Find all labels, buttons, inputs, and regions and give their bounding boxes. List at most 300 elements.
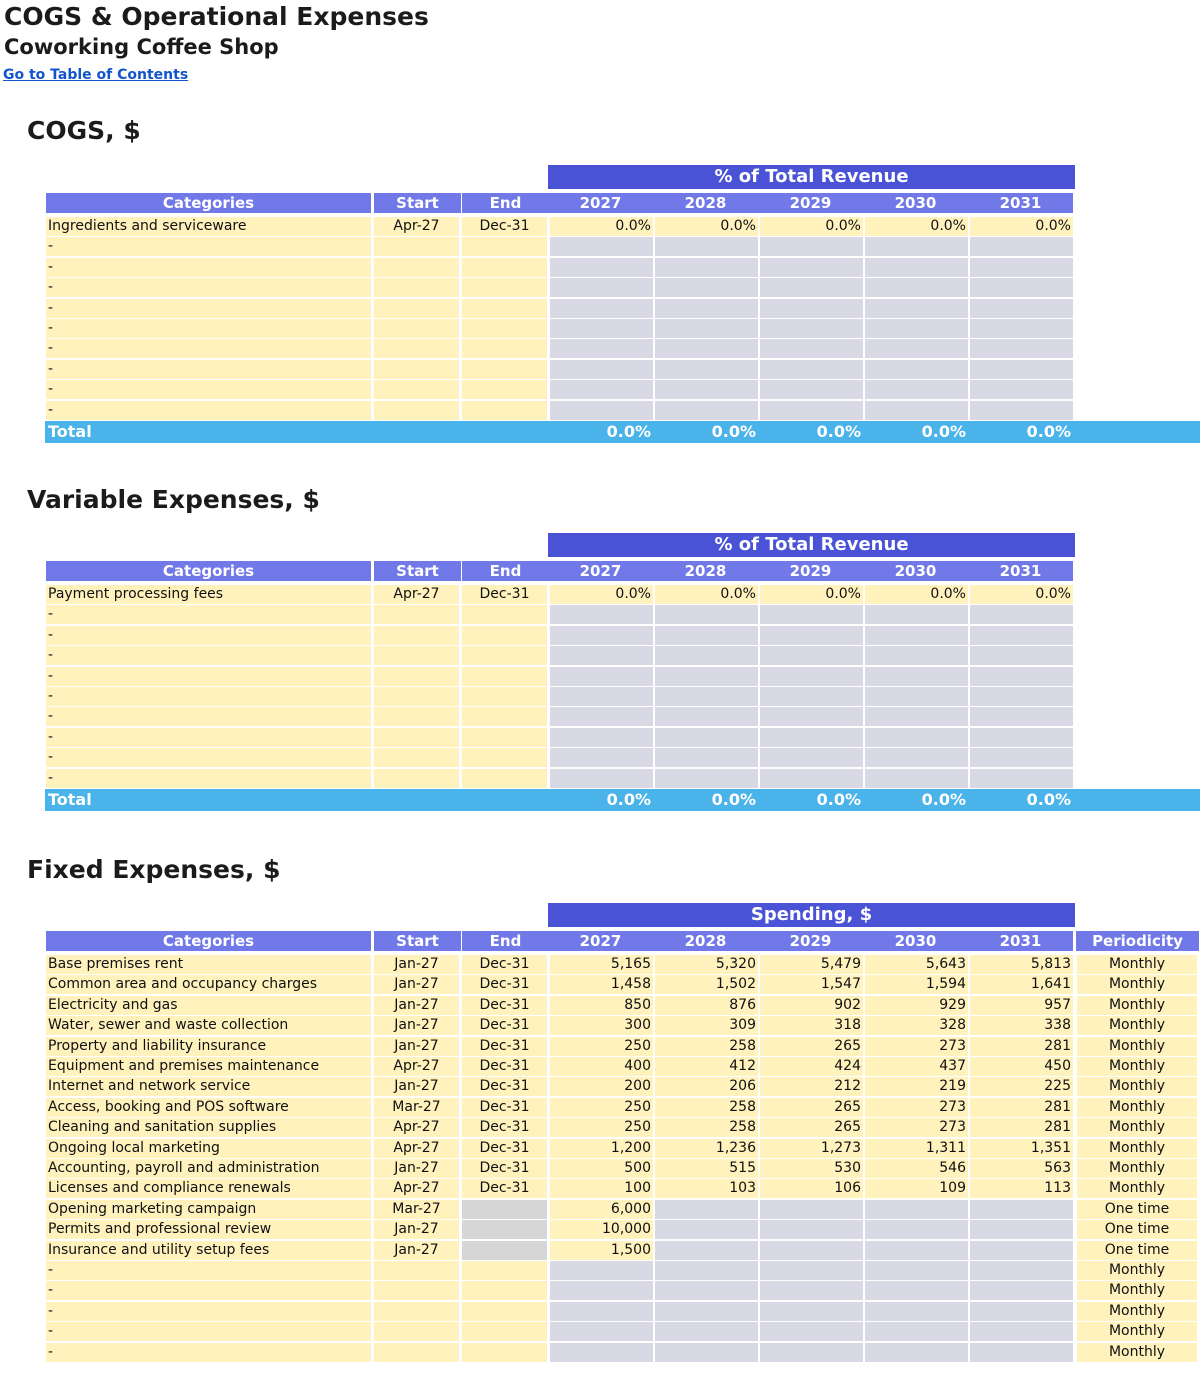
row-category: Cleaning and sanitation supplies <box>46 1118 371 1137</box>
row-value: 1,500 <box>550 1241 653 1260</box>
row-end-empty <box>462 1241 547 1260</box>
row-value: 876 <box>655 996 758 1015</box>
empty-row-value <box>865 707 968 726</box>
empty-row-value <box>760 380 863 399</box>
row-value: 5,479 <box>760 955 863 974</box>
empty-row-value <box>865 687 968 706</box>
column-header-year: 2027 <box>548 193 653 213</box>
empty-row-value <box>655 626 758 645</box>
row-value: 0.0% <box>655 217 758 236</box>
row-start: Apr-27 <box>374 1139 459 1158</box>
empty-row-value <box>970 237 1073 256</box>
empty-row-value <box>760 605 863 624</box>
empty-row-category: - <box>46 687 371 706</box>
empty-row-value <box>970 646 1073 665</box>
empty-row-end <box>462 380 547 399</box>
empty-row-value <box>970 1281 1073 1300</box>
row-value: 258 <box>655 1037 758 1056</box>
row-end: Dec-31 <box>462 975 547 994</box>
empty-row-start <box>374 687 459 706</box>
row-value: 450 <box>970 1057 1073 1076</box>
empty-row-value <box>760 1281 863 1300</box>
empty-row-value <box>865 360 968 379</box>
row-end: Dec-31 <box>462 996 547 1015</box>
column-header-categories: Categories <box>46 193 371 213</box>
row-value: 1,594 <box>865 975 968 994</box>
row-periodicity: Monthly <box>1077 1118 1197 1137</box>
empty-row-value <box>865 339 968 358</box>
row-end: Dec-31 <box>462 1118 547 1137</box>
row-start: Apr-27 <box>374 585 459 604</box>
empty-row-start <box>374 380 459 399</box>
row-periodicity: Monthly <box>1077 1077 1197 1096</box>
row-value: 0.0% <box>550 585 653 604</box>
empty-row-value <box>550 707 653 726</box>
row-value: 0.0% <box>550 217 653 236</box>
row-periodicity: Monthly <box>1077 1037 1197 1056</box>
row-category: Ongoing local marketing <box>46 1139 371 1158</box>
empty-row-value <box>655 748 758 767</box>
row-value: 206 <box>655 1077 758 1096</box>
empty-row-value <box>970 299 1073 318</box>
column-header-end: End <box>462 193 549 213</box>
empty-row-value <box>970 687 1073 706</box>
row-start: Jan-27 <box>374 955 459 974</box>
row-value: 424 <box>760 1057 863 1076</box>
row-start: Jan-27 <box>374 996 459 1015</box>
empty-row-start <box>374 667 459 686</box>
variable-section-title: Variable Expenses, $ <box>27 485 320 514</box>
empty-row-start <box>374 707 459 726</box>
row-value: 1,502 <box>655 975 758 994</box>
empty-row-value <box>655 728 758 747</box>
empty-row-category: - <box>46 748 371 767</box>
empty-row-value <box>970 707 1073 726</box>
empty-row-start <box>374 1261 459 1280</box>
empty-row-value <box>655 605 758 624</box>
row-value: 318 <box>760 1016 863 1035</box>
empty-row-start <box>374 360 459 379</box>
row-value: 109 <box>865 1179 968 1198</box>
empty-row-value <box>760 339 863 358</box>
empty-row-periodicity: Monthly <box>1077 1281 1197 1300</box>
row-start: Apr-27 <box>374 1057 459 1076</box>
row-value: 5,643 <box>865 955 968 974</box>
row-value: 850 <box>550 996 653 1015</box>
row-value: 1,351 <box>970 1139 1073 1158</box>
empty-row-end <box>462 1322 547 1341</box>
row-value: 281 <box>970 1098 1073 1117</box>
row-value: 250 <box>550 1037 653 1056</box>
column-header-year: 2028 <box>653 931 758 951</box>
empty-row-value <box>970 1343 1073 1362</box>
row-value: 1,200 <box>550 1139 653 1158</box>
row-value-empty <box>970 1220 1073 1239</box>
empty-row-category: - <box>46 1302 371 1321</box>
empty-row-category: - <box>46 1281 371 1300</box>
empty-row-start <box>374 605 459 624</box>
row-value-empty <box>865 1241 968 1260</box>
row-category: Property and liability insurance <box>46 1037 371 1056</box>
empty-row-value <box>760 646 863 665</box>
empty-row-end <box>462 299 547 318</box>
row-value: 106 <box>760 1179 863 1198</box>
row-value: 1,273 <box>760 1139 863 1158</box>
empty-row-value <box>655 667 758 686</box>
row-category: Permits and professional review <box>46 1220 371 1239</box>
row-value: 100 <box>550 1179 653 1198</box>
empty-row-value <box>550 748 653 767</box>
empty-row-category: - <box>46 360 371 379</box>
total-value: 0.0% <box>606 790 651 809</box>
empty-row-end <box>462 237 547 256</box>
row-category: Insurance and utility setup fees <box>46 1241 371 1260</box>
row-value: 103 <box>655 1179 758 1198</box>
empty-row-value <box>655 687 758 706</box>
empty-row-value <box>760 360 863 379</box>
empty-row-value <box>655 401 758 420</box>
empty-row-value <box>970 626 1073 645</box>
row-value-empty <box>760 1241 863 1260</box>
row-start: Jan-27 <box>374 975 459 994</box>
empty-row-value <box>655 237 758 256</box>
row-value: 546 <box>865 1159 968 1178</box>
empty-row-value <box>760 728 863 747</box>
row-value: 328 <box>865 1016 968 1035</box>
column-header-year: 2029 <box>758 561 863 581</box>
total-label: Total <box>48 422 92 441</box>
row-value-empty <box>655 1200 758 1219</box>
empty-row-value <box>970 319 1073 338</box>
row-category: Electricity and gas <box>46 996 371 1015</box>
empty-row-value <box>550 626 653 645</box>
column-header-end: End <box>462 931 549 951</box>
empty-row-value <box>655 339 758 358</box>
empty-row-value <box>655 1261 758 1280</box>
total-value: 0.0% <box>606 422 651 441</box>
row-periodicity: Monthly <box>1077 955 1197 974</box>
row-value: 0.0% <box>865 217 968 236</box>
empty-row-end <box>462 258 547 277</box>
empty-row-value <box>760 626 863 645</box>
empty-row-start <box>374 339 459 358</box>
empty-row-value <box>865 1322 968 1341</box>
column-header-year: 2031 <box>968 561 1073 581</box>
empty-row-value <box>760 258 863 277</box>
total-label: Total <box>48 790 92 809</box>
row-start: Jan-27 <box>374 1220 459 1239</box>
row-category: Payment processing fees <box>46 585 371 604</box>
row-value: 281 <box>970 1118 1073 1137</box>
row-value: 250 <box>550 1118 653 1137</box>
row-value: 300 <box>550 1016 653 1035</box>
column-header-year: 2031 <box>968 931 1073 951</box>
empty-row-value <box>760 1343 863 1362</box>
row-value: 412 <box>655 1057 758 1076</box>
empty-row-periodicity: Monthly <box>1077 1261 1197 1280</box>
row-end: Dec-31 <box>462 1139 547 1158</box>
row-value: 5,320 <box>655 955 758 974</box>
row-value: 929 <box>865 996 968 1015</box>
row-value: 437 <box>865 1057 968 1076</box>
row-start: Apr-27 <box>374 1118 459 1137</box>
empty-row-value <box>970 667 1073 686</box>
empty-row-value <box>655 1322 758 1341</box>
empty-row-category: - <box>46 728 371 747</box>
empty-row-end <box>462 646 547 665</box>
row-end-empty <box>462 1220 547 1239</box>
row-category: Common area and occupancy charges <box>46 975 371 994</box>
empty-row-end <box>462 1261 547 1280</box>
column-header-year: 2030 <box>863 561 968 581</box>
row-end: Dec-31 <box>462 1098 547 1117</box>
row-value: 1,547 <box>760 975 863 994</box>
row-value: 0.0% <box>865 585 968 604</box>
row-value: 0.0% <box>655 585 758 604</box>
empty-row-end <box>462 748 547 767</box>
row-value-empty <box>760 1200 863 1219</box>
row-value: 219 <box>865 1077 968 1096</box>
fixed-section-title: Fixed Expenses, $ <box>27 855 281 884</box>
row-periodicity: One time <box>1077 1200 1197 1219</box>
row-periodicity: One time <box>1077 1241 1197 1260</box>
empty-row-category: - <box>46 258 371 277</box>
empty-row-value <box>970 380 1073 399</box>
row-value: 902 <box>760 996 863 1015</box>
empty-row-start <box>374 258 459 277</box>
empty-row-value <box>655 299 758 318</box>
empty-row-category: - <box>46 380 371 399</box>
column-header-year: 2028 <box>653 193 758 213</box>
empty-row-value <box>865 646 968 665</box>
row-value-empty <box>970 1241 1073 1260</box>
row-value: 0.0% <box>760 217 863 236</box>
row-category: Opening marketing campaign <box>46 1200 371 1219</box>
empty-row-value <box>550 319 653 338</box>
table-of-contents-link[interactable]: Go to Table of Contents <box>3 67 189 83</box>
row-category: Access, booking and POS software <box>46 1098 371 1117</box>
row-category: Accounting, payroll and administration <box>46 1159 371 1178</box>
total-value: 0.0% <box>1026 422 1071 441</box>
empty-row-start <box>374 646 459 665</box>
empty-row-start <box>374 1302 459 1321</box>
empty-row-start <box>374 237 459 256</box>
empty-row-end <box>462 339 547 358</box>
empty-row-category: - <box>46 626 371 645</box>
column-header-start: Start <box>374 931 461 951</box>
empty-row-value <box>760 687 863 706</box>
row-category: Ingredients and serviceware <box>46 217 371 236</box>
row-end: Dec-31 <box>462 1016 547 1035</box>
empty-row-end <box>462 626 547 645</box>
empty-row-periodicity: Monthly <box>1077 1343 1197 1362</box>
row-value: 250 <box>550 1098 653 1117</box>
row-start: Jan-27 <box>374 1037 459 1056</box>
row-value: 265 <box>760 1118 863 1137</box>
cogs-band-header: % of Total Revenue <box>548 165 1075 189</box>
row-value: 0.0% <box>970 585 1073 604</box>
empty-row-value <box>970 258 1073 277</box>
empty-row-value <box>655 769 758 788</box>
row-value: 281 <box>970 1037 1073 1056</box>
empty-row-category: - <box>46 667 371 686</box>
fixed-band-header: Spending, $ <box>548 903 1075 927</box>
empty-row-value <box>970 728 1073 747</box>
row-start: Jan-27 <box>374 1077 459 1096</box>
row-value: 5,813 <box>970 955 1073 974</box>
empty-row-value <box>550 360 653 379</box>
empty-row-value <box>655 319 758 338</box>
row-value: 500 <box>550 1159 653 1178</box>
empty-row-value <box>970 1322 1073 1341</box>
empty-row-value <box>865 626 968 645</box>
row-end: Dec-31 <box>462 1179 547 1198</box>
empty-row-value <box>970 1261 1073 1280</box>
column-header-year: 2027 <box>548 931 653 951</box>
empty-row-value <box>760 278 863 297</box>
empty-row-value <box>865 1281 968 1300</box>
empty-row-value <box>655 360 758 379</box>
empty-row-category: - <box>46 707 371 726</box>
empty-row-value <box>865 728 968 747</box>
empty-row-value <box>550 339 653 358</box>
row-value: 265 <box>760 1037 863 1056</box>
column-header-start: Start <box>374 193 461 213</box>
row-end: Dec-31 <box>462 217 547 236</box>
empty-row-category: - <box>46 339 371 358</box>
empty-row-value <box>865 1302 968 1321</box>
row-value: 563 <box>970 1159 1073 1178</box>
empty-row-value <box>760 769 863 788</box>
empty-row-value <box>550 728 653 747</box>
empty-row-start <box>374 769 459 788</box>
row-end: Dec-31 <box>462 1159 547 1178</box>
empty-row-value <box>970 360 1073 379</box>
column-header-year: 2029 <box>758 931 863 951</box>
empty-row-value <box>760 707 863 726</box>
row-periodicity: Monthly <box>1077 1179 1197 1198</box>
column-header-year: 2029 <box>758 193 863 213</box>
empty-row-value <box>760 748 863 767</box>
row-periodicity: Monthly <box>1077 996 1197 1015</box>
empty-row-category: - <box>46 1322 371 1341</box>
row-periodicity: One time <box>1077 1220 1197 1239</box>
row-periodicity: Monthly <box>1077 1159 1197 1178</box>
row-value: 1,311 <box>865 1139 968 1158</box>
empty-row-value <box>970 605 1073 624</box>
empty-row-value <box>970 339 1073 358</box>
empty-row-start <box>374 626 459 645</box>
row-start: Jan-27 <box>374 1016 459 1035</box>
empty-row-value <box>970 1302 1073 1321</box>
column-header-year: 2031 <box>968 193 1073 213</box>
column-header-categories: Categories <box>46 561 371 581</box>
row-end: Dec-31 <box>462 1057 547 1076</box>
row-value: 273 <box>865 1037 968 1056</box>
page-subtitle: Coworking Coffee Shop <box>4 35 279 59</box>
row-value: 0.0% <box>970 217 1073 236</box>
empty-row-value <box>970 278 1073 297</box>
empty-row-value <box>550 1343 653 1362</box>
row-category: Equipment and premises maintenance <box>46 1057 371 1076</box>
row-value-empty <box>655 1241 758 1260</box>
empty-row-value <box>550 237 653 256</box>
empty-row-value <box>655 646 758 665</box>
empty-row-category: - <box>46 1343 371 1362</box>
empty-row-value <box>655 1343 758 1362</box>
row-start: Jan-27 <box>374 1241 459 1260</box>
empty-row-value <box>550 401 653 420</box>
row-periodicity: Monthly <box>1077 1016 1197 1035</box>
empty-row-value <box>655 1302 758 1321</box>
row-value-empty <box>970 1200 1073 1219</box>
row-start: Mar-27 <box>374 1098 459 1117</box>
column-header-year: 2030 <box>863 931 968 951</box>
total-value: 0.0% <box>921 790 966 809</box>
empty-row-value <box>760 1302 863 1321</box>
empty-row-end <box>462 1281 547 1300</box>
row-value: 258 <box>655 1118 758 1137</box>
row-value: 258 <box>655 1098 758 1117</box>
empty-row-value <box>760 1261 863 1280</box>
row-value-empty <box>760 1220 863 1239</box>
row-value: 265 <box>760 1098 863 1117</box>
empty-row-value <box>655 1281 758 1300</box>
column-header-year: 2028 <box>653 561 758 581</box>
empty-row-value <box>550 258 653 277</box>
empty-row-value <box>655 380 758 399</box>
empty-row-value <box>550 667 653 686</box>
empty-row-category: - <box>46 299 371 318</box>
row-category: Internet and network service <box>46 1077 371 1096</box>
page-title: COGS & Operational Expenses <box>4 2 429 31</box>
empty-row-end <box>462 278 547 297</box>
column-header-year: 2027 <box>548 561 653 581</box>
empty-row-start <box>374 1322 459 1341</box>
empty-row-category: - <box>46 769 371 788</box>
row-value-empty <box>655 1220 758 1239</box>
empty-row-value <box>550 1261 653 1280</box>
empty-row-periodicity: Monthly <box>1077 1322 1197 1341</box>
empty-row-end <box>462 769 547 788</box>
cogs-section-title: COGS, $ <box>27 116 141 145</box>
row-periodicity: Monthly <box>1077 1098 1197 1117</box>
row-value: 1,641 <box>970 975 1073 994</box>
column-header-start: Start <box>374 561 461 581</box>
empty-row-category: - <box>46 319 371 338</box>
empty-row-category: - <box>46 401 371 420</box>
total-value: 0.0% <box>711 790 756 809</box>
row-category: Water, sewer and waste collection <box>46 1016 371 1035</box>
row-value: 530 <box>760 1159 863 1178</box>
empty-row-value <box>760 401 863 420</box>
empty-row-value <box>655 278 758 297</box>
row-value: 6,000 <box>550 1200 653 1219</box>
row-value: 1,458 <box>550 975 653 994</box>
empty-row-value <box>865 1261 968 1280</box>
empty-row-category: - <box>46 646 371 665</box>
empty-row-value <box>550 605 653 624</box>
row-periodicity: Monthly <box>1077 1139 1197 1158</box>
empty-row-periodicity: Monthly <box>1077 1302 1197 1321</box>
row-value: 10,000 <box>550 1220 653 1239</box>
row-value: 5,165 <box>550 955 653 974</box>
row-value: 113 <box>970 1179 1073 1198</box>
empty-row-value <box>550 1302 653 1321</box>
column-header-categories: Categories <box>46 931 371 951</box>
row-value: 273 <box>865 1098 968 1117</box>
row-start: Apr-27 <box>374 217 459 236</box>
